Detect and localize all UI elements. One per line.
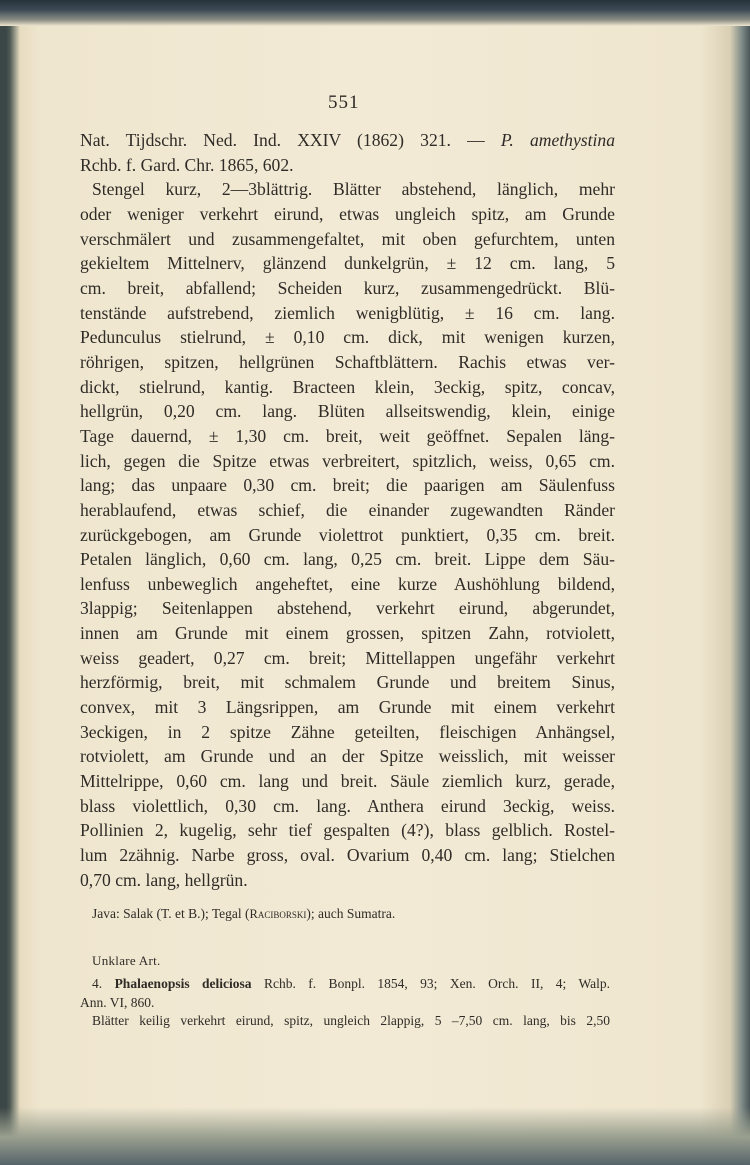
species-entry: [80, 975, 610, 1031]
body-line: herzförmig, breit, mit schmalem Grunde und breitem Sinus,: [80, 672, 615, 693]
distribution-note: [92, 906, 622, 922]
body-line: 0,70 cm. lang, hellgrün.: [80, 869, 248, 890]
species-description-line: Blätter keilig verkehrt eirund, spitz, ungleich 2lappig, 5 –7,50 cm. lang, bis 2,50: [92, 1013, 610, 1029]
distribution-suffix: ); auch Sumatra.: [306, 906, 396, 921]
body-line: 3eckigen, in 2 spitze Zähne geteilten, fleischigen Anhängsel,: [80, 721, 615, 742]
body-line-italic: P. amethystina: [500, 130, 615, 150]
distribution-prefix: Java: Salak (T. et B.); Tegal (: [92, 906, 250, 921]
species-citation-line-2: Ann. VI, 860.: [80, 994, 155, 1010]
body-line: Petalen länglich, 0,60 cm. lang, 0,25 cm. breit. Lippe dem Säu-: [80, 549, 615, 570]
section-heading: Unklare Art.: [92, 953, 161, 968]
body-line: oder weniger verkehrt eirund, etwas ungleich spitz, am Grunde: [80, 203, 615, 224]
body-line: lenfuss unbeweglich angeheftet, eine kurze Aushöhlung bildend,: [80, 573, 615, 594]
species-name: Phalaenopsis deliciosa: [114, 976, 252, 991]
body-line: zurückgebogen, am Grunde violettrot punktiert, 0,35 cm. breit.: [80, 524, 615, 545]
body-line: 3lappig; Seitenlappen abstehend, verkehrt eirund, abgerundet,: [80, 598, 615, 619]
collector-name: Raciborski: [249, 907, 307, 921]
body-line: Pollinien 2, kugelig, sehr tief gespalten (4?), blass gelblich. Rostel-: [80, 820, 615, 841]
body-line: Mittelrippe, 0,60 cm. lang und breit. Säule ziemlich kurz, gerade,: [80, 771, 615, 792]
body-line: tenstände aufstrebend, ziemlich wenigblütig, ± 16 cm. lang.: [80, 302, 615, 323]
body-line: Nat. Tijdschr. Ned. Ind. XXIV (1862) 321. — P. amethystina: [80, 130, 615, 150]
body-line: Tage dauernd, ± 1,30 cm. breit, weit geöffnet. Sepalen läng-: [80, 425, 615, 446]
body-line: Stengel kurz, 2—3blättrig. Blätter abstehend, länglich, mehr: [92, 179, 615, 200]
species-number: 4.: [92, 976, 103, 991]
body-line: blass violettlich, 0,30 cm. lang. Anthera eirund 3eckig, weiss.: [80, 795, 615, 816]
body-line: innen am Grunde mit einem grossen, spitzen Zahn, rotviolett,: [80, 623, 615, 644]
body-line: dickt, stielrund, kantig. Bracteen klein, 3eckig, spitz, concav,: [80, 376, 615, 397]
page-number: 551: [328, 92, 360, 113]
body-line: röhrigen, spitzen, hellgrünen Schaftblättern. Rachis etwas ver-: [80, 351, 615, 372]
body-line: lum 2zähnig. Narbe gross, oval. Ovarium 0,40 cm. lang; Stielchen: [80, 845, 615, 866]
body-line: herablaufend, etwas schief, die einander zugewandten Ränder: [80, 499, 615, 520]
species-citation-line: [80, 975, 610, 994]
body-line: Pedunculus stielrund, ± 0,10 cm. dick, mit wenigen kurzen,: [80, 327, 615, 348]
body-line: lang; das unpaare 0,30 cm. breit; die paarigen am Säulenfuss: [80, 475, 615, 496]
body-line: lich, gegen die Spitze etwas verbreitert, spitzlich, weiss, 0,65 cm.: [80, 450, 615, 471]
body-line: cm. breit, abfallend; Scheiden kurz, zusammengedrückt. Blü-: [80, 277, 615, 298]
body-line: gekieltem Mittelnerv, glänzend dunkelgrün, ± 12 cm. lang, 5: [80, 253, 615, 274]
body-line: weiss geadert, 0,27 cm. breit; Mittellappen ungefähr verkehrt: [80, 647, 615, 668]
species-citation: Rchb. f. Bonpl. 1854, 93; Xen. Orch. II, 4; Walp.: [263, 976, 610, 991]
body-line: verschmälert und zusammengefaltet, mit oben gefurchtem, unten: [80, 228, 615, 249]
body-line: Rchb. f. Gard. Chr. 1865, 602.: [80, 154, 294, 175]
body-line: hellgrün, 0,20 cm. lang. Blüten allseitswendig, klein, einige: [80, 401, 615, 422]
species-description-body: [80, 128, 615, 892]
body-line: convex, mit 3 Längsrippen, am Grunde mit einem verkehrt: [80, 697, 615, 718]
body-line: rotviolett, am Grunde und an der Spitze weisslich, mit weisser: [80, 746, 615, 767]
